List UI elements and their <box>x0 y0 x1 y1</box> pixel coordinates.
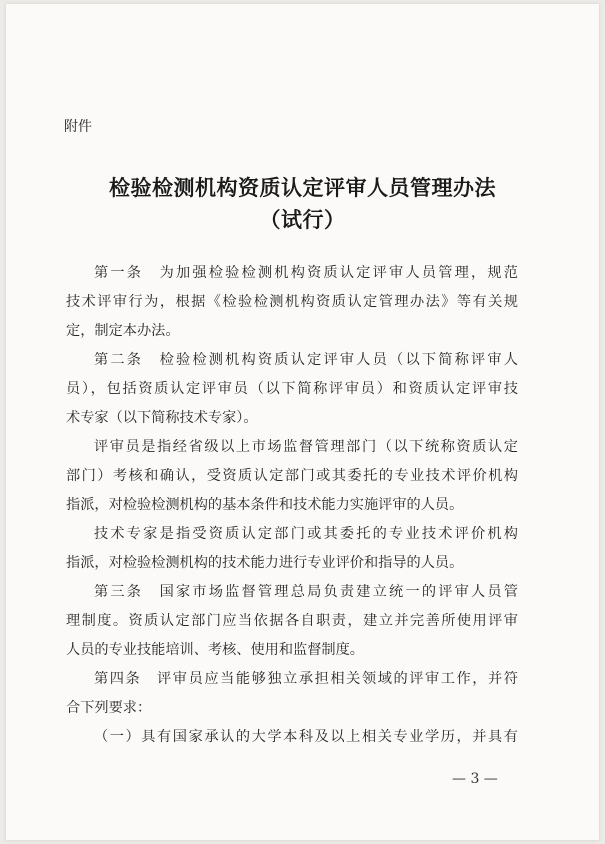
text-line: （一）具有国家承认的大学本科及以上相关专业学历，并具有 <box>94 729 518 745</box>
text-line: 第一条 为加强检验检测机构资质认定评审人员管理，规范 <box>94 265 518 281</box>
text-line: 部门）考核和确认，受资质认定部门或其委托的专业技术评价机构 <box>66 468 518 484</box>
page-number: — 3 — <box>452 771 498 787</box>
text-line: 定，制定本办法。 <box>66 323 180 339</box>
text-line: 第四条 评审员应当能够独立承担相关领域的评审工作，并符 <box>94 671 518 687</box>
attachment-label: 附件 <box>64 119 92 135</box>
document-title: 检验检测机构资质认定评审人员管理办法 <box>109 175 496 200</box>
text-line: 第二条 检验检测机构资质认定评审人员（以下简称评审人 <box>94 352 518 368</box>
text-line: 技术专家是指受资质认定部门或其委托的专业技术评价机构 <box>94 526 518 542</box>
document-subtitle: （试行） <box>259 207 346 232</box>
text-line: 术专家（以下简称技术专家）。 <box>66 410 258 426</box>
text-line: 技术评审行为，根据《检验检测机构资质认定管理办法》等有关规 <box>66 294 518 310</box>
text-line: 指派，对检验检测机构的技术能力进行专业评价和指导的人员。 <box>66 555 464 571</box>
text-line: 评审员是指经省级以上市场监督管理部门（以下统称资质认定 <box>94 439 518 455</box>
text-line: 人员的专业技能培训、考核、使用和监督制度。 <box>66 642 364 658</box>
text-line: 员），包括资质认定评审员（以下简称评审员）和资质认定评审技 <box>66 381 518 397</box>
text-line: 第三条 国家市场监督管理总局负责建立统一的评审人员管 <box>94 584 518 600</box>
text-line: 指派，对检验检测机构的基本条件和技术能力实施评审的人员。 <box>66 497 464 513</box>
text-line: 合下列要求： <box>66 700 152 716</box>
text-line: 理制度。资质认定部门应当依据各自职责，建立并完善所使用评审 <box>66 613 518 629</box>
document-page <box>6 4 599 840</box>
